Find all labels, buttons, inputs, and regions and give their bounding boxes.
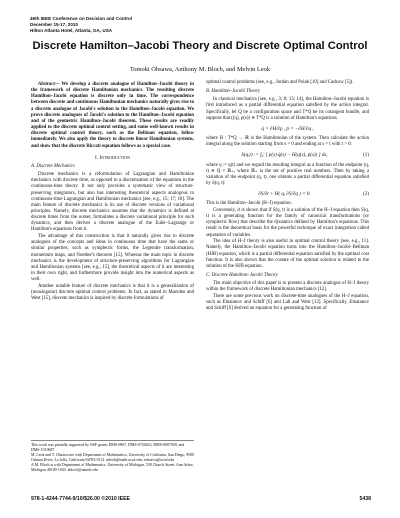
abstract-text: — We develop a discrete analogue of Hamilton–Jacobi theory in the framework of discrete Hamiltonian mechanics. The resulting discrete Hamilton–Jacobi equation is discrete only in time. The correspondence between discrete and continuous Hamiltonian mechanics naturally gives rise to a discrete analogue of Jacobi's solution to the Hamilton–Jacobi equation. We prove discrete analogues of Jacobi's solution to the Hamilton–Jacobi equation and of the geometric Hamilton–Jacobi theorem. These results are readily applied to the discrete optimal control setting, and some well-known results in discrete optimal control theory, such as the Bellman equation, follow immediately. We also apply the theory to discrete linear Hamiltonian systems, and show that the discrete Riccati equation follows as a special case.	[31, 82, 194, 149]
page-number: 5438	[359, 496, 371, 502]
equation-1	[206, 152, 369, 158]
equation-number: (1)	[363, 152, 369, 159]
paragraph: where q := q(t) and we regard the resulting integral as a function of the endpoint (q, t) ∈ Q × ℝ₊, where ℝ₊ is the set of positive real numbers. Then by taking a variation of the endpoint (q, t), one obtains a partial differential equation satisfied by S(q, t):	[206, 162, 369, 187]
equation-number: (2)	[363, 191, 369, 198]
paragraph: Conversely, it is shown that if S(q, t) is a solution of the H–J equation then S(q, t) is a generating function for the family of canonical transformations (or symplectic flow) that describe the dynamics defined by Hamilton's equations. This result is the theoretical basis for the powerful technique of exact integration called separation of variables.	[206, 208, 369, 238]
footnote-funding: This work was partially supported by NSF grants DMS-0807, DMS-0726263, DMS-0907949, and DMS-1010687.	[31, 443, 185, 452]
paragraph: The advantage of this construction is that it naturally gives rise to discrete analogues of the concepts and ideas in continuous time that have the same or similar properties, such as symplectic forms, the Legendre transformation, momentum maps, and Noether's theorem [15]. Whereas the main topic in discrete mechanics is the development of structure-preserving algorithms for Lagrangian and Hamiltonian systems [see, e.g., 15], the theoretical aspects of it are interesting in their own right, and furthermore provide insight into the numerical aspects as well.	[31, 234, 194, 283]
abstract	[31, 82, 194, 150]
paragraph: optimal control problems (see, e.g., Jordan and Polak [10] and Cadzow [5]).	[206, 80, 354, 85]
section-heading-introduction: I. Introduction	[95, 154, 130, 161]
subsection-heading-discrete-hj-theory: C. Discrete Hamilton–Jacobi Theory	[206, 273, 278, 279]
equation-body: q̇ = ∂H/∂p , ṗ = −∂H/∂q ,	[261, 125, 314, 132]
paper-title: Discrete Hamilton–Jacobi Theory and Discrete Optimal Control	[32, 40, 368, 52]
left-column	[31, 82, 194, 303]
paragraph: The idea of H–J theory is also useful in optimal control theory [see, e.g., 11]. Namely, the Hamilton–Jacobi equation turns into the Hamilton–Jacobi–Bellman (HJB) equation, which is a partial differential equation satisfied by the optimal cost function. It is also shown that the costate of the optimal solution is related to the solution of the HJB equation.	[206, 239, 369, 269]
equation-body: ∂S/∂t + H( q, ∂S/∂q ) = 0.	[258, 191, 311, 198]
subsection-heading-hj-theory: B. Hamilton–Jacobi Theory	[206, 89, 260, 95]
conference-info	[30, 16, 132, 34]
conference-dates: December 15-17, 2010	[30, 22, 79, 27]
paragraph: In classical mechanics [see, e.g., 3; 8; 13; 14], the Hamilton–Jacobi equation is first introduced as a partial differential equation satisfied by the action integral. Specifically, let Q be a configuration space and T*Q be its cotangent bundle, and suppose that ((q), p(s)) ∈ T*Q is a solution of Hamilton's equations	[206, 97, 369, 121]
footnote-affiliation-ucsd: M. Leok and T. Ohsawa are with Department of Mathematics, University of California, San Diego, 9500 Gilman Drive, La Jolla, California 92093-0112. mleok@math.ucsd.edu; tohsawa@ucsd.edu	[31, 453, 195, 462]
paragraph: This is the Hamilton–Jacobi (H–J) equation.	[206, 201, 292, 207]
footnote-affiliation-umich: A.M. Bloch is with Department of Mathematics, University of Michigan, 530 Church Street, Ann Arbor, Michigan 48109-1043. abloch@umich.edu	[31, 463, 194, 472]
conference-venue: Hilton Atlanta Hotel, Atlanta, GA, USA	[30, 28, 113, 33]
paragraph: The main objective of this paper is to present a discrete analogue of H–J theory within the framework of discrete Hamiltonian mechanics [12].	[206, 281, 369, 293]
paragraph: Another notable feature of discrete mechanics is that it is a generalization of (nonsingular) discrete optimal control problems. In fact, as stated in Marsden and West [15], discrete mechanics is inspired by discrete formulations of	[31, 283, 194, 302]
page-footer	[31, 496, 371, 502]
paragraph: There are some previous work on discrete-time analogues of the H–J equation, such as Elnatanov and Schiff [6] and Lall and West [12]. Specifically, Elnatanov and Schiff [6] derived an equation for a generating function of	[206, 294, 369, 312]
paper-authors: Tomoki Ohsawa, Anthony M. Bloch, and Melvin Leok	[129, 66, 271, 73]
conference-name: 49th IEEE Conference on Decision and Control	[30, 16, 133, 21]
footer-isbn: 978-1-4244-7744-9/10/$26.00 ©2010 IEEE	[31, 496, 131, 502]
subsection-heading-discrete-mechanics: A. Discrete Mechanics	[31, 163, 75, 169]
right-column	[206, 80, 369, 313]
footnote	[31, 440, 194, 473]
paragraph: Discrete mechanics is a reformulation of Lagrangian and Hamiltonian mechanics with discrete time, as opposed to a discretization of the equations in the continuous-time theory. It not only provides a systematic view of structure-preserving integrators, but also has interesting theoretical aspects analogous to continuous-time Lagrangian and Hamiltonian mechanics [see, e.g., 15; 17; 18]. The main feature of discrete mechanics is its use of discrete versions of variational principles. Namely, discrete mechanics assumes that the dynamics is defined at discrete times from the outset, formulates a discrete variational principle for such dynamics, and then derives a discrete analogue of the Euler–Lagrange or Hamilton's equations from it.	[31, 172, 194, 233]
equation-2	[206, 191, 369, 197]
paragraph: where H : T*Q → ℝ is the Hamiltonian of the system. Then calculate the action integral along the solution starting from s = 0 and ending at s = t with t > 0:	[206, 136, 369, 148]
equation-body: S(q,t) := ∫₀ᵗ [ p(s)·q̇(s) − H(q(s), p(s)) ] ds,	[241, 152, 328, 159]
abstract-label: Abstract	[38, 82, 55, 87]
equation-hamilton	[206, 126, 369, 132]
